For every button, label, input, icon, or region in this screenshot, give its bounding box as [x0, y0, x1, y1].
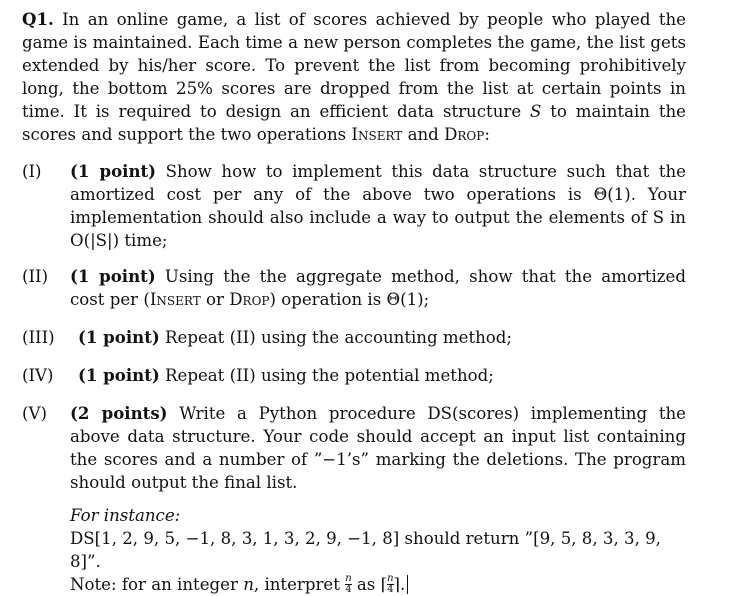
item-3 [22, 326, 686, 349]
item-number: (IV) [22, 366, 54, 385]
note-text-b: , interpret [253, 575, 346, 594]
item-number: (III) [22, 328, 55, 347]
item-points: (1 point) [70, 266, 156, 286]
text-cursor [407, 575, 408, 594]
example-note [70, 573, 690, 596]
intro-text-end: : [484, 125, 490, 144]
item-text: Write a Python procedure DS(scores) implementing the above data structure. Your code should accept an input list containing the scores and a number of ”−1’s” marking the deletions. The program should output the final list. [70, 404, 687, 492]
intro-op-drop: Drop [444, 125, 485, 144]
item-text: Show how to implement this data structure such that the amortized cost per any of the above two operations is Θ(1). Your implementation should also include a way to output the elements of S in O(|S|) time; [70, 162, 686, 250]
note-text-a: Note: for an integer [70, 575, 244, 594]
item-points: (1 point) [78, 365, 160, 385]
item-5 [22, 402, 686, 494]
example-heading: For instance: [70, 506, 181, 525]
item-4 [22, 364, 686, 387]
item-number: (I) [22, 162, 42, 181]
intro-text-1: In an online game, a list of scores achieved by people who played the game is maintained. Each time a new person completes the game, the list gets extended by his/her score. To prevent the list from becoming prohibitively long, the bottom 25% scores are dropped from the list at certain points in time. It is required to design an efficient data structure [22, 10, 686, 121]
note-text-c: as ⌈ [351, 575, 388, 594]
fraction-numerator: n [387, 573, 394, 584]
item-1 [22, 160, 686, 252]
note-var-n: n [243, 575, 254, 594]
item-text: Repeat (II) using the accounting method; [165, 328, 513, 347]
fraction-denominator: 4 [387, 584, 394, 595]
item-points: (1 point) [78, 327, 160, 347]
intro-symbol-s: S [530, 102, 542, 121]
item-op-drop: Drop [229, 290, 270, 309]
item-2 [22, 265, 686, 311]
question-label: Q1. [22, 9, 54, 29]
note-text-d: ⌉. [393, 575, 406, 594]
intro-text-2: to maintain the scores and support the two operations [22, 102, 686, 144]
question-intro [22, 8, 686, 146]
item-text: Repeat (II) using the potential method; [165, 366, 494, 385]
item-text-or: or [200, 290, 230, 309]
item-points: (1 point) [70, 161, 157, 181]
item-text-b: ) operation is Θ(1); [269, 290, 430, 309]
example-block [70, 504, 690, 596]
intro-op-insert: Insert [351, 125, 403, 144]
item-points: (2 points) [70, 403, 168, 423]
example-line: DS[1, 2, 9, 5, −1, 8, 3, 1, 3, 2, 9, −1, 8] should return ”[9, 5, 8, 3, 3, 9, 8]”. [70, 529, 661, 571]
fraction-denominator: 4 [345, 584, 352, 595]
fraction-numerator: n [345, 573, 352, 584]
item-number: (II) [22, 267, 49, 286]
item-op-insert: Insert [149, 290, 201, 309]
item-number: (V) [22, 404, 47, 423]
item-text-a: Using the the aggregate method, show that the amortized cost per ( [70, 267, 686, 309]
intro-text-and: and [402, 125, 445, 144]
